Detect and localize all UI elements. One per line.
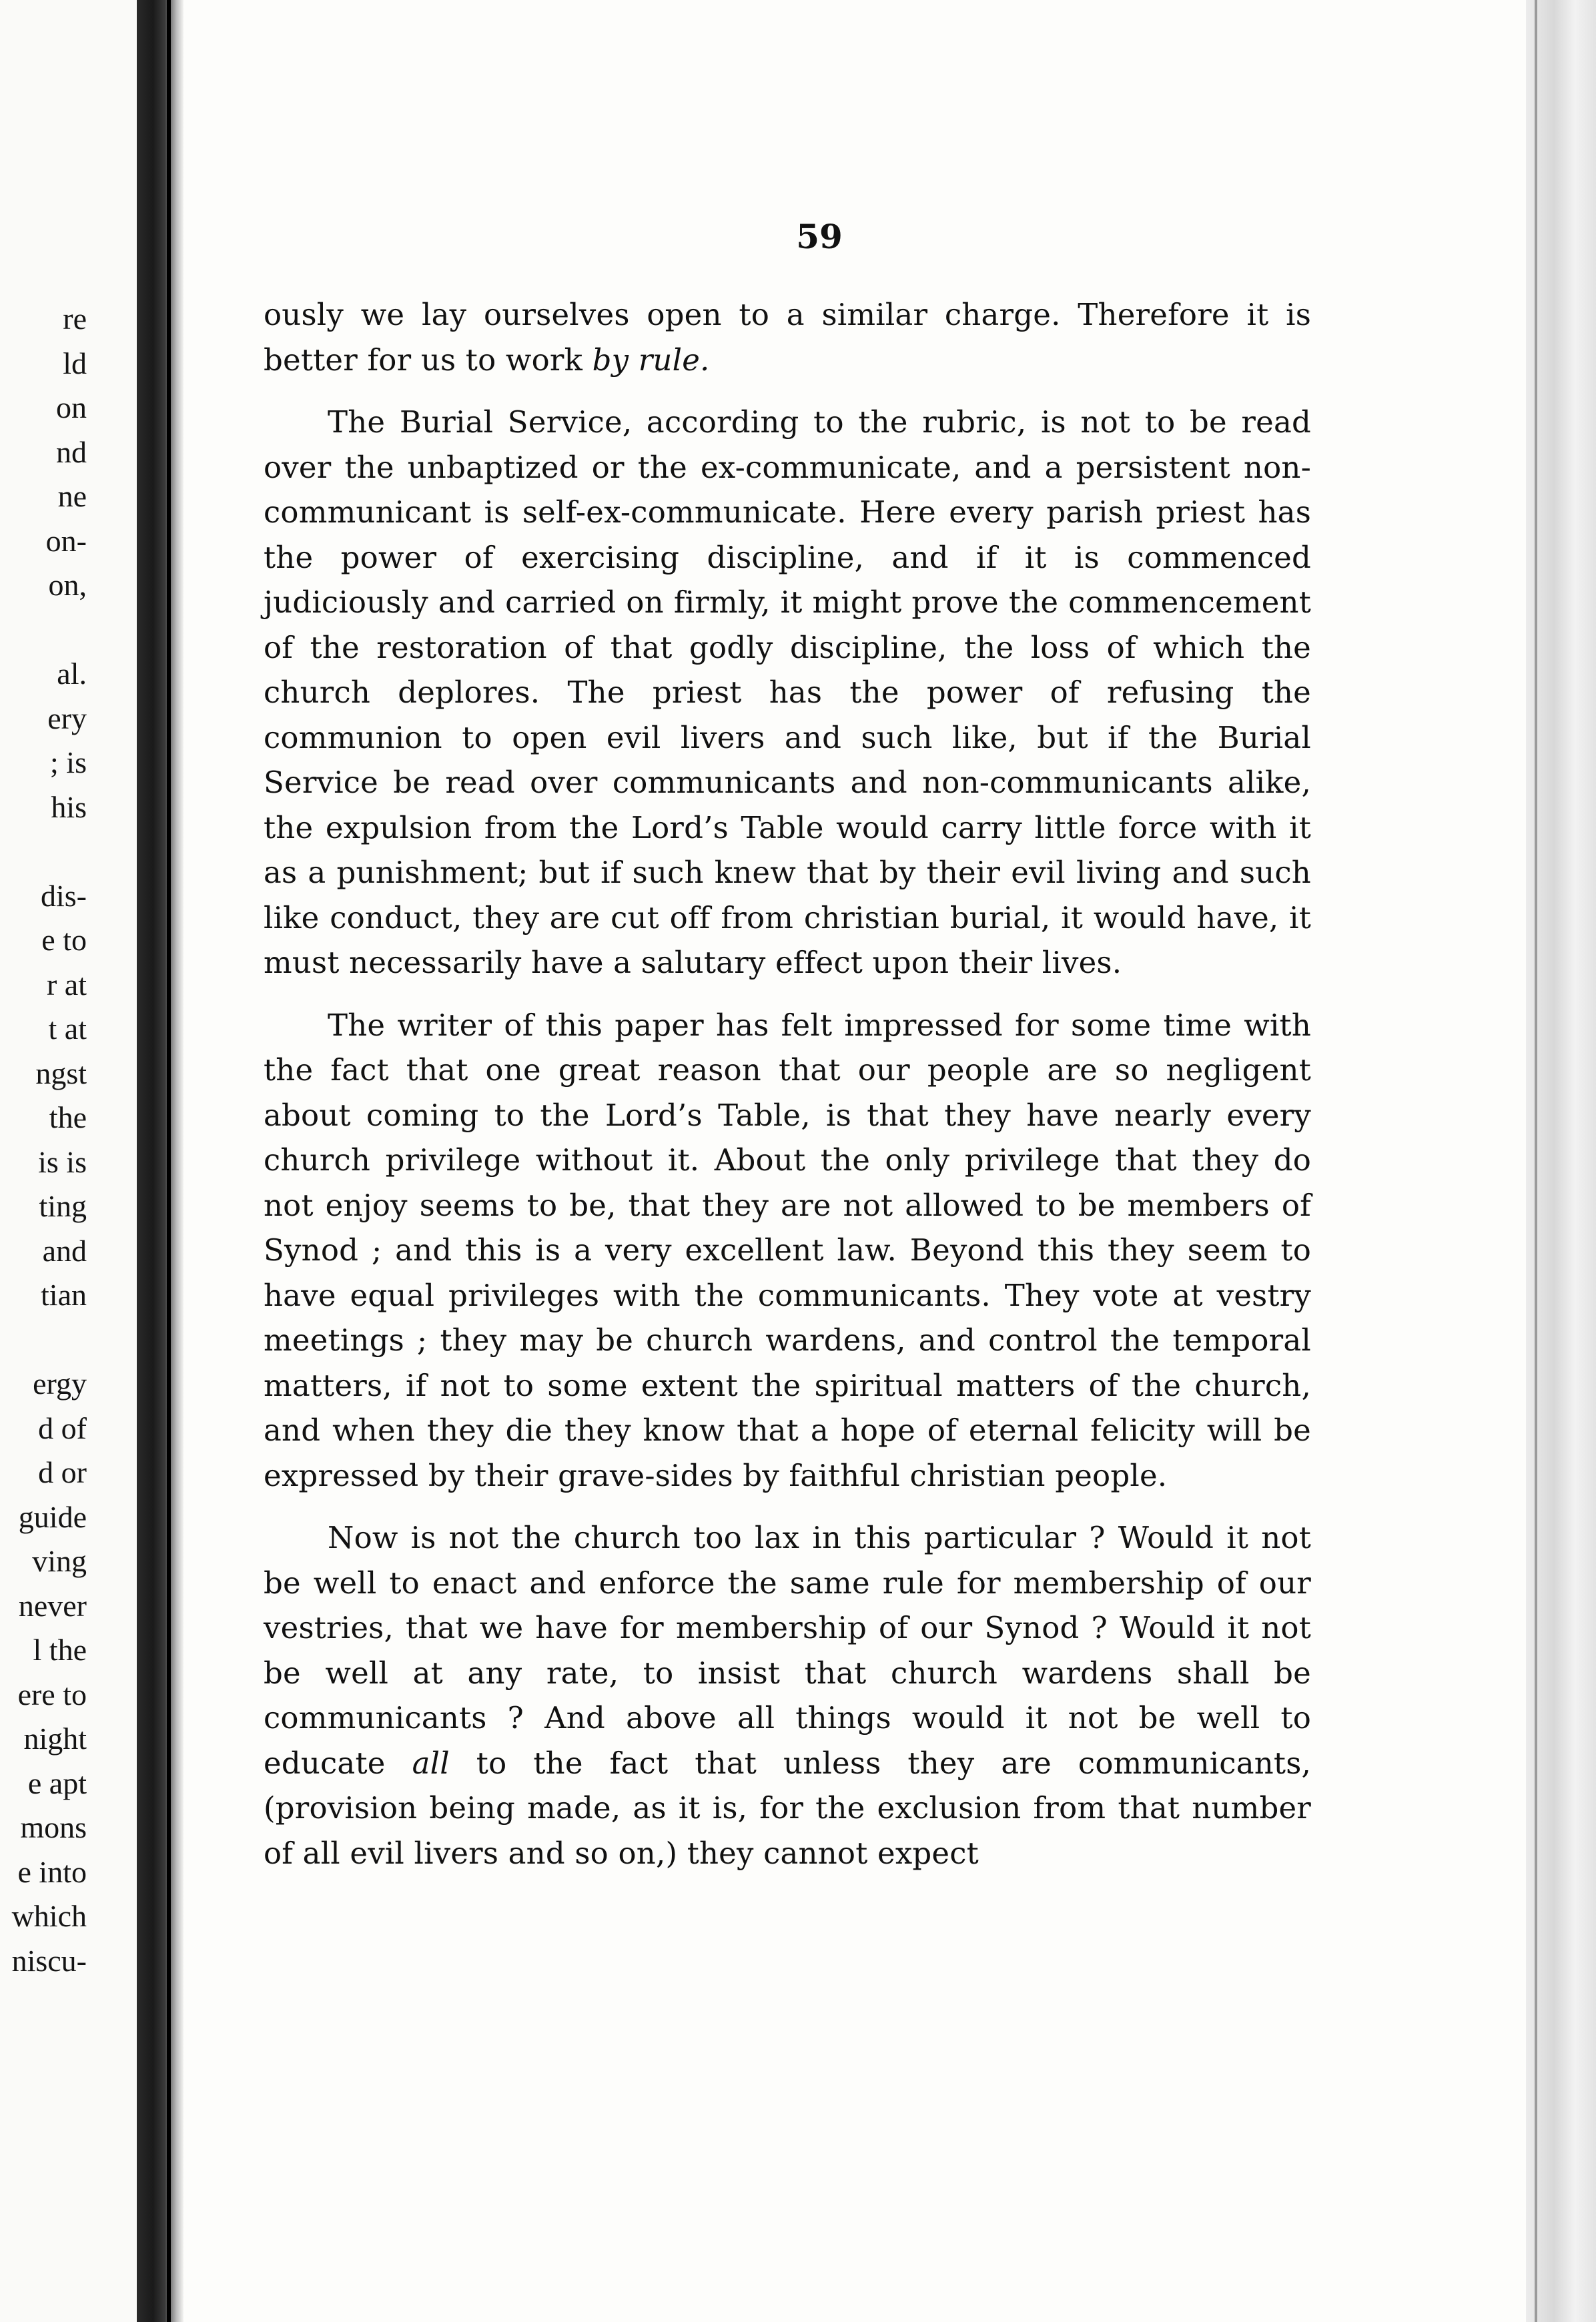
facing-page-line: d of bbox=[38, 1411, 87, 1445]
binding-gutter bbox=[137, 0, 183, 2322]
facing-page-line: al. bbox=[57, 657, 87, 691]
facing-page-line: d or bbox=[38, 1455, 87, 1489]
facing-page-line: on, bbox=[48, 568, 87, 602]
facing-page-line: guide bbox=[18, 1499, 87, 1534]
body-text bbox=[264, 292, 1311, 1893]
facing-page-line: his bbox=[51, 789, 87, 824]
facing-page-line: ne bbox=[57, 479, 87, 513]
facing-page-line: nd bbox=[56, 434, 87, 469]
facing-page-line: on- bbox=[45, 523, 87, 558]
paragraph bbox=[264, 1515, 1311, 1876]
facing-page-line: tian bbox=[41, 1278, 87, 1312]
paragraph-text: to the fact that unless they are communicants, (provision being made, as it is, for the exclusion from that number of all evil livers and so on,) they cannot expect bbox=[264, 1745, 1311, 1871]
facing-page-line: ; is bbox=[50, 745, 87, 779]
facing-page-line: ving bbox=[32, 1544, 87, 1578]
facing-page-line: which bbox=[11, 1899, 87, 1933]
facing-page-edge bbox=[0, 0, 152, 2322]
paragraph-text: Now is not the church too lax in this particular ? Would it not be well to enact and enforce the same rule for membership of our vestries, that we have for membership of our Synod ? Would it not be well at any rate, to insist that church wardens shall be communicants ? And above all things would it not be well to educate bbox=[264, 1520, 1311, 1781]
facing-page-line: e into bbox=[17, 1854, 87, 1889]
facing-page-line: ld bbox=[63, 346, 87, 380]
facing-page-line: re bbox=[63, 302, 87, 336]
emphasis-text: by rule. bbox=[592, 342, 710, 378]
facing-page-line: e apt bbox=[27, 1766, 87, 1800]
binding-line bbox=[167, 0, 171, 2322]
facing-page-line: e to bbox=[41, 923, 87, 957]
facing-page-line: dis- bbox=[41, 878, 87, 913]
facing-page-line: on bbox=[56, 390, 87, 424]
emphasis-text: all bbox=[412, 1745, 450, 1781]
facing-page-line: night bbox=[23, 1721, 87, 1756]
paragraph: The Burial Service, according to the rubric, is not to be read over the unbaptized or the ex-communicate, and a persistent non-communicant is self-ex-communicate. Here every parish priest has the power of exercising discipline, and if it is commenced judiciously and carried on firmly, it might prove the commencement of the restoration of that godly discipline, the loss of which the church deplores. The priest has the power of refusing the communion to open evil livers and such like, but if the Burial Service be read over communicants and non-communicants alike, the expulsion from the Lord’s Table would carry little force with it as a punishment; but if such knew that by their evil living and such like conduct, they are cut off from christian burial, it would have, it must necessarily have a salutary effect upon their lives. bbox=[264, 404, 1311, 980]
paragraph: The writer of this paper has felt impressed for some time with the fact that one great reason that our people are so negligent about coming to the Lord’s Table, is that they have nearly every church privilege without it. About the only privilege that they do not enjoy seems to be, that they are not allowed to be members of Synod ; and this is a very excellent law. Beyond this they seem to have equal privileges with the communicants. They vote at vestry meetings ; they may be church wardens, and control the temporal matters, if not to some extent the spiritual matters of the church, and when they die they know that a hope of eternal felicity will be expressed by their grave-sides by faithful christian people. bbox=[264, 1007, 1311, 1493]
facing-page-line: ery bbox=[47, 701, 87, 735]
facing-page-line: l the bbox=[33, 1633, 87, 1667]
facing-page-line: never bbox=[18, 1588, 87, 1623]
facing-page-line: ngst bbox=[35, 1056, 87, 1090]
facing-page-line: ergy bbox=[33, 1367, 87, 1401]
facing-page-line: niscu- bbox=[11, 1943, 87, 1978]
facing-page-line: and bbox=[42, 1233, 87, 1268]
book-right-edge-line bbox=[1535, 0, 1537, 2322]
facing-page-line: r at bbox=[46, 967, 87, 1002]
facing-page-line: ting bbox=[39, 1189, 87, 1223]
page-number: 59 bbox=[796, 217, 843, 256]
paragraph-text: ously we lay ourselves open to a similar charge. Therefore it is better for us to work bbox=[264, 297, 1311, 378]
paragraph bbox=[264, 292, 1311, 382]
facing-page-line: the bbox=[49, 1100, 87, 1134]
facing-page-line: t at bbox=[48, 1012, 87, 1046]
facing-page-line: is is bbox=[38, 1144, 87, 1179]
facing-page-line: mons bbox=[20, 1810, 87, 1844]
facing-page-line: ere to bbox=[17, 1677, 87, 1711]
